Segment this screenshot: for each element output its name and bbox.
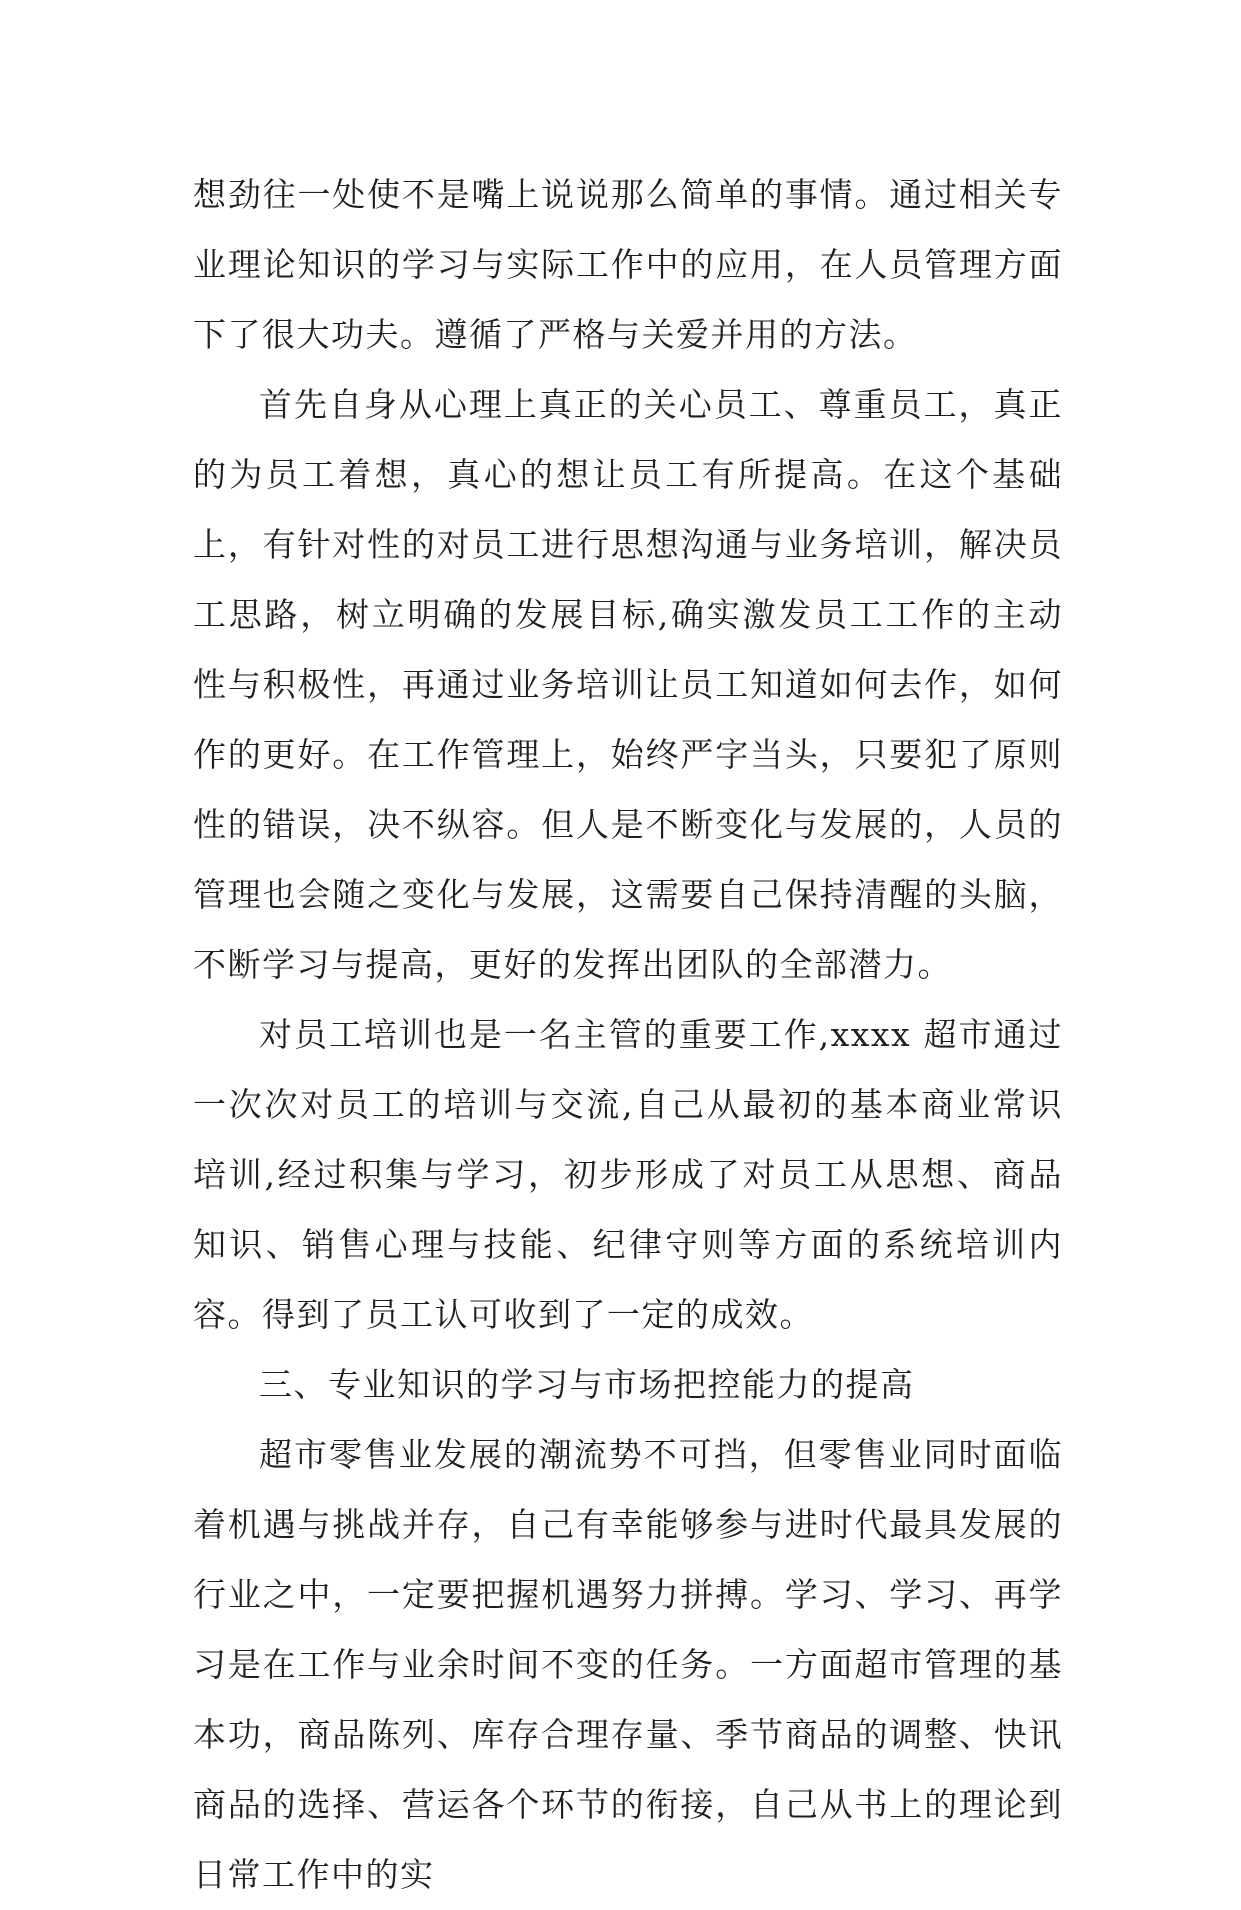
paragraph-4: 超市零售业发展的潮流势不可挡，但零售业同时面临着机遇与挑战并存，自己有幸能够参与进时代最具发展的行业之中，一定要把握机遇努力拼搏。学习、学习、再学习是在工作与业余时间不变的任务。一方面超市管理的基本功，商品陈列、库存合理存量、季节商品的调整、快讯商品的选择、营运各个环节的衔接，自己从书上的理论到日常工作中的实 [193,1435,1063,1894]
paragraph-3: 对员工培训也是一名主管的重要工作,xxxx 超市通过一次次对员工的培训与交流,自己从最初的基本商业常识培训,经过积集与学习，初步形成了对员工从思想、商品知识、销售心理与技能、纪律守则等方面的系统培训内容。得到了员工认可收到了一定的成效。 [193,1015,1063,1334]
paragraph-1: 想劲往一处使不是嘴上说说那么简单的事情。通过相关专业理论知识的学习与实际工作中的应用，在人员管理方面下了很大功夫。遵循了严格与关爱并用的方法。 [193,175,1063,354]
section-heading: 三、专业知识的学习与市场把控能力的提高 [259,1365,915,1404]
body-text [193,160,1063,1910]
paragraph-2: 首先自身从心理上真正的关心员工、尊重员工，真正的为员工着想，真心的想让员工有所提高。在这个基础上，有针对性的对员工进行思想沟通与业务培训，解决员工思路，树立明确的发展目标,确实激发员工工作的主动性与积极性，再通过业务培训让员工知道如何去作，如何作的更好。在工作管理上，始终严字当头，只要犯了原则性的错误，决不纵容。但人是不断变化与发展的，人员的管理也会随之变化与发展，这需要自己保持清醒的头脑，不断学习与提高，更好的发挥出团队的全部潜力。 [193,385,1063,984]
